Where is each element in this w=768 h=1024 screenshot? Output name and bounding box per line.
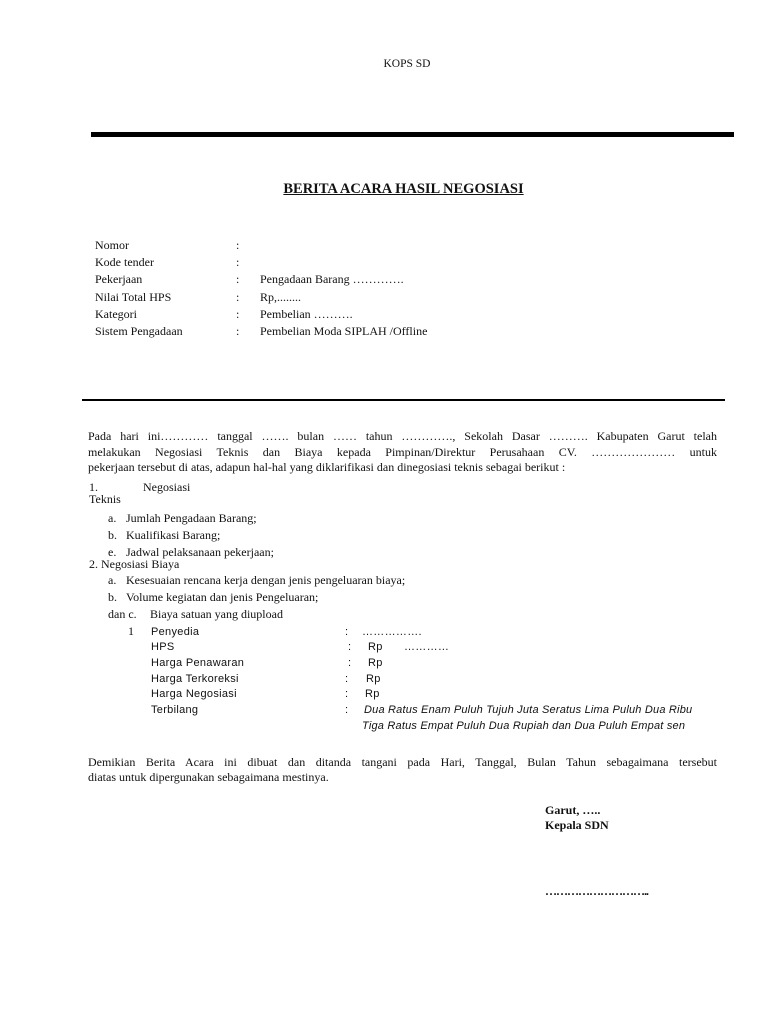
info-value-kategori: Pembelian ………. (260, 307, 353, 321)
list-item: Kesesuaian rencana kerja dengan jenis pengeluaran biaya; (126, 573, 406, 587)
signature-place-date: Garut, ….. (545, 803, 601, 817)
section1-title-line2: Teknis (89, 492, 121, 506)
info-colon: : (236, 255, 240, 269)
detail-value-harga-penawaran: Rp (368, 657, 383, 669)
info-value-sistem-pengadaan: Pembelian Moda SIPLAH /Offline (260, 324, 428, 338)
detail-value-penyedia: ……………. (362, 626, 422, 638)
detail-value-terbilang-line2: Tiga Ratus Empat Puluh Dua Rupiah dan Dua Puluh Empat sen (362, 720, 686, 732)
detail-extra-hps: ………… (404, 641, 450, 653)
list-item: Volume kegiatan dan jenis Pengeluaran; (126, 590, 319, 604)
info-label-kode-tender: Kode tender (95, 255, 154, 269)
detail-label-penyedia: Penyedia (151, 626, 200, 638)
detail-colon: : (348, 657, 352, 669)
detail-colon: : (345, 673, 349, 685)
signature-name: ……………………….. (545, 884, 648, 898)
detail-colon: : (348, 641, 352, 653)
detail-colon: : (345, 704, 349, 716)
section2-title: 2. Negosiasi Biaya (89, 557, 180, 571)
info-label-pekerjaan: Pekerjaan (95, 272, 143, 286)
intro-line-1: Pada hari ini………… tanggal ……. bulan …… tahun …………., Sekolah Dasar ………. Kabupaten Garut telah (88, 429, 717, 443)
detail-label-harga-terkoreksi: Harga Terkoreksi (151, 673, 239, 685)
detail-label-harga-penawaran: Harga Penawaran (151, 657, 245, 669)
list-marker: dan c. (108, 607, 137, 621)
list-marker: a. (108, 573, 117, 587)
info-colon: : (236, 307, 240, 321)
detail-value-hps: Rp (368, 641, 383, 653)
closing-line-2: diatas untuk dipergunakan sebagaimana mestinya. (88, 770, 329, 784)
list-marker: a. (108, 511, 117, 525)
list-item: Jumlah Pengadaan Barang; (126, 511, 257, 525)
list-item: Biaya satuan yang diupload (150, 607, 283, 621)
info-colon: : (236, 290, 240, 304)
detail-label-hps: HPS (151, 641, 175, 653)
detail-value-harga-terkoreksi: Rp (366, 673, 381, 685)
document-title: BERITA ACARA HASIL NEGOSIASI (283, 181, 524, 197)
detail-colon: : (345, 626, 349, 638)
list-item: Kualifikasi Barang; (126, 528, 221, 542)
intro-line-3: pekerjaan tersebut di atas, adapun hal-hal yang diklarifikasi dan dinegosiasi teknis sebagai berikut : (88, 460, 566, 474)
section1-number: 1. (89, 480, 98, 494)
detail-label-harga-negosiasi: Harga Negosiasi (151, 688, 237, 700)
info-colon: : (236, 324, 240, 338)
info-colon: : (236, 238, 240, 252)
detail-value-terbilang: Dua Ratus Enam Puluh Tujuh Juta Seratus Lima Puluh Dua Ribu (364, 704, 693, 716)
section-divider (82, 399, 725, 401)
list-marker: b. (108, 528, 117, 542)
closing-line-1: Demikian Berita Acara ini dibuat dan ditanda tangani pada Hari, Tanggal, Bulan Tahun sebagaimana tersebut (88, 755, 717, 769)
info-colon: : (236, 272, 240, 286)
letterhead-divider (91, 132, 734, 137)
info-label-sistem-pengadaan: Sistem Pengadaan (95, 324, 183, 338)
detail-label-terbilang: Terbilang (151, 704, 199, 716)
detail-value-harga-negosiasi: Rp (365, 688, 380, 700)
detail-colon: : (345, 688, 349, 700)
section1-title: Negosiasi (143, 480, 191, 494)
signature-role: Kepala SDN (545, 818, 609, 832)
info-label-kategori: Kategori (95, 307, 137, 321)
list-marker: b. (108, 590, 117, 604)
info-label-nilai-total-hps: Nilai Total HPS (95, 290, 172, 304)
letterhead-kop: KOPS SD (383, 58, 431, 70)
info-label-nomor: Nomor (95, 238, 129, 252)
sub-number: 1 (128, 624, 134, 638)
info-value-nilai-total-hps: Rp,........ (260, 290, 302, 304)
list-item: Jadwal pelaksanaan pekerjaan; (126, 545, 274, 559)
info-value-pekerjaan: Pengadaan Barang …………. (260, 272, 404, 286)
list-marker: e. (108, 545, 117, 559)
intro-line-2: melakukan Negosiasi Teknis dan Biaya kepada Pimpinan/Direktur Perusahaan CV. ………………… untuk (88, 445, 717, 459)
